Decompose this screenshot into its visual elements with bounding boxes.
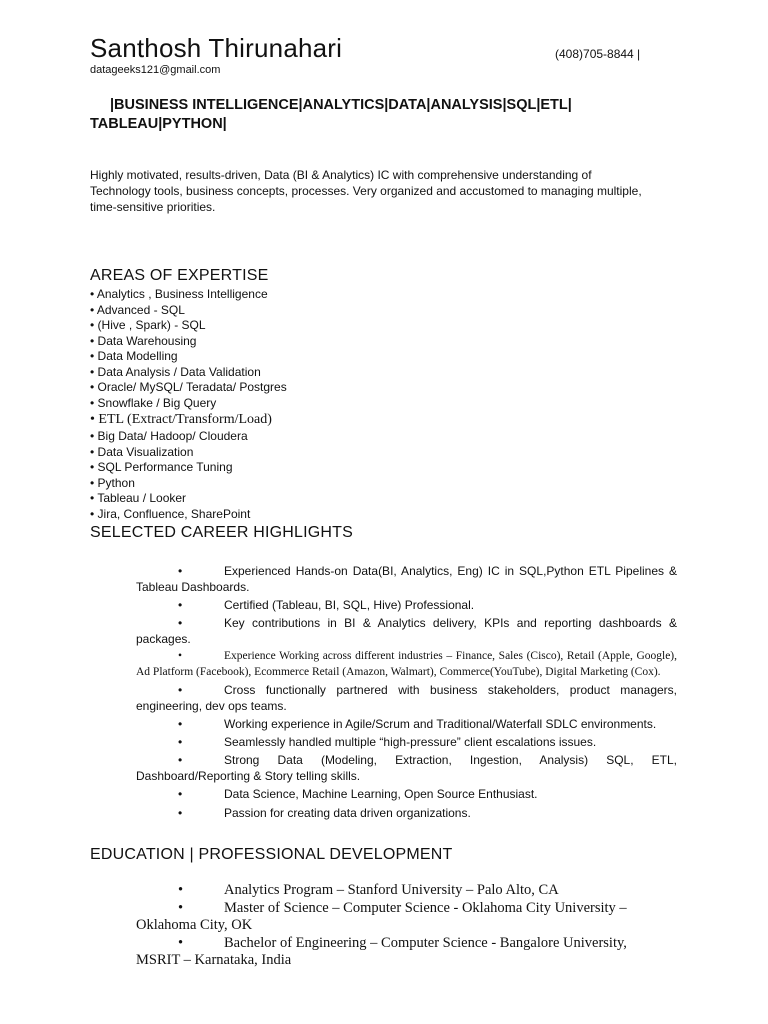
highlight-text: Certified (Tableau, BI, SQL, Hive) Professional. (224, 598, 475, 612)
list-item: • Data Warehousing (90, 333, 197, 348)
list-item (136, 597, 677, 613)
list-item: • (Hive , Spark) - SQL (90, 318, 206, 332)
list-item (136, 716, 677, 732)
list-item (136, 649, 677, 680)
list-item (136, 734, 677, 750)
bullet-icon: • (178, 806, 183, 820)
list-item (136, 935, 646, 970)
email-address: datageeks121@gmail.com (90, 64, 221, 76)
list-item (136, 805, 677, 821)
list-item (136, 615, 677, 647)
expertise-list (90, 287, 287, 522)
list-item: • SQL Performance Tuning (90, 460, 233, 474)
list-item: • ETL (Extract/Transform/Load) (90, 412, 272, 427)
skills-banner-line-1: |BUSINESS INTELLIGENCE|ANALYTICS|DATA|ANALYSIS|SQL|ETL| (110, 97, 572, 113)
list-item: • Big Data/ Hadoop/ Cloudera (90, 429, 248, 443)
list-item (136, 786, 677, 802)
list-item: • Tableau / Looker (90, 491, 187, 505)
education-text: Master of Science – Computer Science - Oklahoma City University – Oklahoma City, OK (136, 899, 627, 933)
list-item: • Snowflake / Big Query (90, 395, 217, 410)
expertise-heading: AREAS OF EXPERTISE (90, 267, 269, 284)
education-text: Analytics Program – Stanford University – Palo Alto, CA (224, 882, 559, 898)
highlight-text: Key contributions in BI & Analytics delivery, KPIs and reporting dashboards & packages. (136, 616, 677, 646)
list-item: • Advanced - SQL (90, 302, 185, 317)
phone-number: (408)705-8844 | (555, 47, 641, 61)
education-heading: EDUCATION | PROFESSIONAL DEVELOPMENT (90, 846, 453, 863)
education-list (136, 882, 646, 970)
bullet-icon: • (178, 650, 183, 662)
list-item: • Analytics , Business Intelligence (90, 287, 268, 301)
bullet-icon: • (178, 598, 183, 612)
highlight-text: Strong Data (Modeling, Extraction, Ingestion, Analysis) SQL, ETL, Dashboard/Reporting & Story telling skills. (136, 753, 677, 783)
bullet-icon: • (178, 735, 183, 749)
bullet-icon: • (178, 753, 183, 767)
bullet-icon: • (178, 899, 184, 916)
bullet-icon: • (178, 564, 183, 578)
highlight-text: Experience Working across different industries – Finance, Sales (Cisco), Retail (Apple, Google), Ad Platform (Facebook), Ecommerce Retail (Amazon, Walmart), Commerce(YouTube), Digital Marketing (Cox). (136, 650, 677, 678)
bullet-icon: • (178, 683, 183, 697)
highlight-text: Seamlessly handled multiple “high-pressure” client escalations issues. (224, 735, 597, 749)
bullet-icon: • (178, 787, 183, 801)
list-item (136, 900, 646, 935)
list-item: • Data Visualization (90, 444, 194, 459)
highlights-list (136, 563, 677, 823)
professional-summary: Highly motivated, results-driven, Data (BI & Analytics) IC with comprehensive understanding of Technology tools, business concepts, processes. Very organized and accustomed to managing multiple, time-sensitive priorities. (90, 168, 642, 214)
list-item: • Oracle/ MySQL/ Teradata/ Postgres (90, 380, 287, 394)
candidate-name: Santhosh Thirunahari (90, 33, 343, 63)
list-item: • Data Modelling (90, 349, 178, 363)
list-item (136, 752, 677, 784)
highlight-text: Experienced Hands-on Data(BI, Analytics, Eng) IC in SQL,Python ETL Pipelines & Tableau Dashboards. (136, 564, 677, 594)
skills-banner-line-2: TABLEAU|PYTHON| (90, 116, 227, 132)
bullet-icon: • (178, 616, 183, 630)
list-item: • Python (90, 475, 135, 490)
list-item (136, 563, 677, 595)
highlight-text: Cross functionally partnered with business stakeholders, product managers, engineering, dev ops teams. (136, 683, 677, 713)
list-item (136, 682, 677, 714)
bullet-icon: • (178, 717, 183, 731)
list-item: • Jira, Confluence, SharePoint (90, 506, 251, 521)
highlight-text: Passion for creating data driven organizations. (224, 806, 471, 820)
list-item: • Data Analysis / Data Validation (90, 364, 261, 379)
bullet-icon: • (178, 934, 184, 951)
list-item (136, 882, 646, 900)
education-text: Bachelor of Engineering – Computer Science - Bangalore University, MSRIT – Karnataka, India (136, 934, 627, 968)
highlight-text: Working experience in Agile/Scrum and Traditional/Waterfall SDLC environments. (224, 717, 657, 731)
highlights-heading: SELECTED CAREER HIGHLIGHTS (90, 524, 354, 541)
bullet-icon: • (178, 882, 184, 898)
skills-banner (90, 96, 650, 134)
highlight-text: Data Science, Machine Learning, Open Source Enthusiast. (224, 787, 538, 801)
